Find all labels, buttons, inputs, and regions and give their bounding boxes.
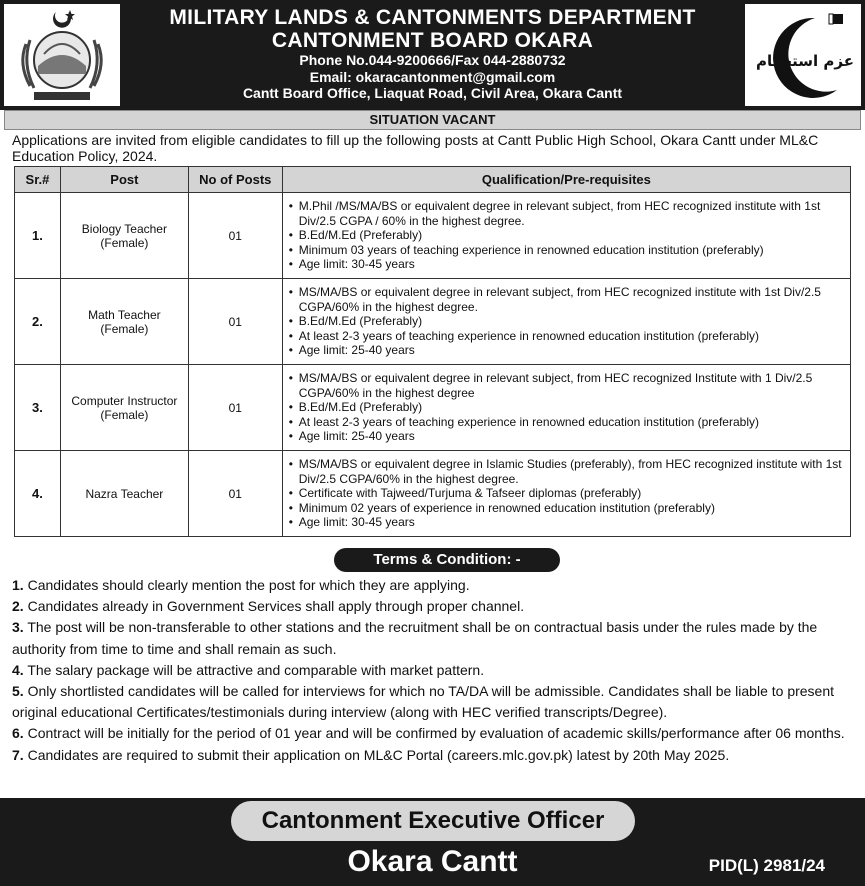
qualification-item: • Minimum 02 years of experience in renowned education institution (preferably): [289, 501, 844, 516]
post-gender: (Female): [100, 235, 149, 250]
azm-e-istehkam-logo: [745, 4, 861, 106]
list-item: [12, 596, 853, 617]
post-gender: (Female): [100, 407, 149, 422]
row-count: 01: [188, 193, 282, 279]
row-qualifications: [282, 365, 850, 451]
list-item: [12, 575, 853, 596]
board-title: CANTONMENT BOARD OKARA: [271, 29, 594, 52]
qualification-item: • Age limit: 30-45 years: [289, 257, 844, 272]
qualification-item: • Age limit: 25-40 years: [289, 343, 844, 358]
terms-heading: Terms & Condition: -: [334, 548, 560, 572]
qualification-item: • At least 2-3 years of teaching experience in renowned education institution (preferably): [289, 329, 844, 344]
qualification-item: • MS/MA/BS or equivalent degree in Islamic Studies (preferably), from HEC recognized institute with 1st Div/2.5 CGPA/60% in the highest degree.: [289, 457, 844, 486]
header-banner: [0, 0, 865, 110]
intro-paragraph: Applications are invited from eligible candidates to fill up the following posts at Cantt Public High School, Okara Cantt under ML&C Education Policy, 2024.: [12, 132, 819, 164]
department-title: MILITARY LANDS & CANTONMENTS DEPARTMENT: [169, 6, 696, 29]
post-title: Nazra Teacher: [85, 486, 164, 501]
row-sr: 1.: [15, 193, 61, 279]
row-sr: 2.: [15, 279, 61, 365]
qualification-item: • Age limit: 25-40 years: [289, 429, 844, 444]
term-number: 5.: [12, 683, 24, 700]
row-count: 01: [188, 365, 282, 451]
office-address: Cantt Board Office, Liaquat Road, Civil Area, Okara Cantt: [242, 85, 623, 101]
term-text: Contract will be initially for the period of 01 year and will be confirmed by evaluation of academic skills/performance after 06 months.: [27, 725, 845, 742]
row-count: 01: [188, 451, 282, 537]
qualification-item: • At least 2-3 years of teaching experience in renowned education institution (preferably): [289, 415, 844, 430]
list-item: [12, 660, 853, 681]
list-item: [12, 681, 853, 723]
qualification-item: • MS/MA/BS or equivalent degree in relevant subject, from HEC recognized institute with 1st Div/2.5 CGPA/60% in the highest degree.: [289, 285, 844, 314]
term-text: Candidates already in Government Services shall apply through proper channel.: [27, 598, 525, 615]
terms-list: [12, 575, 853, 766]
list-item: [12, 617, 853, 659]
row-count: 01: [188, 279, 282, 365]
header-sr: Sr.#: [15, 167, 61, 193]
term-text: The post will be non-transferable to other stations and the recruitment shall be on contractual basis under the rules made by the authority from time to time and shall remain as such.: [12, 619, 818, 657]
header-qualification: Qualification/Pre-requisites: [282, 167, 850, 193]
row-post: [60, 193, 188, 279]
table-row: [15, 193, 851, 279]
table-header-row: [15, 167, 851, 193]
footer-banner: [0, 798, 865, 886]
term-number: 2.: [12, 598, 24, 615]
row-post: [60, 279, 188, 365]
term-text: Candidates are required to submit their application on ML&C Portal (careers.mlc.gov.pk) latest by 20th May 2025.: [27, 746, 730, 763]
qualification-item: • Certificate with Tajweed/Turjuma & Tafseer diplomas (preferably): [289, 486, 844, 501]
table-row: [15, 365, 851, 451]
list-item: [12, 723, 853, 744]
situation-vacant-banner: SITUATION VACANT: [4, 110, 861, 130]
qualification-item: • MS/MA/BS or equivalent degree in relevant subject, from HEC recognized Institute with 1 Div/2.5 CGPA/60% in the highest degree: [289, 371, 844, 400]
post-gender: (Female): [100, 321, 149, 336]
term-number: 1.: [12, 577, 24, 593]
row-sr: 3.: [15, 365, 61, 451]
post-title: Computer Instructor: [71, 393, 178, 408]
pid-number: PID(L) 2981/24: [708, 856, 825, 875]
post-title: Biology Teacher: [81, 221, 167, 236]
list-item: [12, 745, 853, 766]
header-no-of-posts: No of Posts: [188, 167, 282, 193]
phone-fax: Phone No.044-9200666/Fax 044-2880732: [299, 52, 566, 68]
logo-urdu-text: عزم استحکام: [756, 52, 854, 70]
table-row: [15, 279, 851, 365]
qualification-item: • B.Ed/M.Ed (Preferably): [289, 314, 844, 329]
qualification-item: • B.Ed/M.Ed (Preferably): [289, 400, 844, 415]
row-sr: 4.: [15, 451, 61, 537]
row-qualifications: [282, 193, 850, 279]
term-text: Candidates should clearly mention the post for which they are applying.: [27, 577, 470, 593]
term-number: 7.: [12, 746, 24, 763]
post-title: Math Teacher: [88, 307, 161, 322]
row-post: [60, 451, 188, 537]
qualification-item: • B.Ed/M.Ed (Preferably): [289, 228, 844, 243]
posts-table: [14, 166, 851, 537]
term-text: The salary package will be attractive and comparable with market pattern.: [27, 661, 485, 678]
header-post: Post: [60, 167, 188, 193]
table-row: [15, 451, 851, 537]
row-post: [60, 365, 188, 451]
qualification-item: • Minimum 03 years of teaching experience in renowned education institution (preferably): [289, 243, 844, 258]
officer-title: Cantonment Executive Officer: [231, 801, 635, 841]
email-address: Email: okaracantonment@gmail.com: [309, 68, 556, 85]
term-number: 6.: [12, 725, 24, 742]
term-number: 4.: [12, 661, 24, 678]
header-text-block: [124, 6, 741, 102]
government-emblem-logo: [4, 4, 120, 106]
qualification-item: • M.Phil /MS/MA/BS or equivalent degree in relevant subject, from HEC recognized institute with 1st Div/2.5 CGPA / 60% in the highest degree.: [289, 199, 844, 228]
row-qualifications: [282, 279, 850, 365]
term-text: Only shortlisted candidates will be called for interviews for which no TA/DA will be admissible. Candidates shall be liable to present original educational Certificates/testimonials during interview (along with HEC verified transcripts/Degree).: [12, 683, 835, 721]
office-location: Okara Cantt: [347, 845, 518, 878]
row-qualifications: [282, 451, 850, 537]
term-number: 3.: [12, 619, 24, 636]
qualification-item: • Age limit: 30-45 years: [289, 515, 844, 530]
